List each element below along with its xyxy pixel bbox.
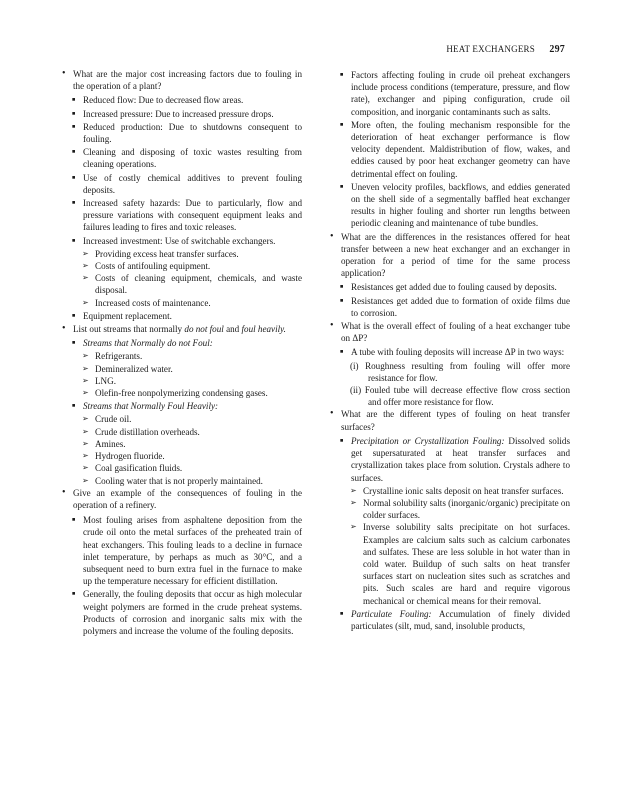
header-title: HEAT EXCHANGERS (446, 44, 535, 54)
list-item: ■ Reduced flow: Due to decreased flow areas. (62, 94, 302, 106)
numbered-item: (i) Roughness resulting from fouling will offer more resistance for flow. (350, 360, 570, 383)
question-3: • Give an example of the consequences of fouling in the operation of a refinery. (62, 487, 302, 511)
precipitation-text: Dissolved solids get supersaturated at heat transfer surfaces and crystallization takes place from solution. Crystals adhere to surfaces. (351, 435, 570, 483)
subheading-no-foul: ■ Streams that Normally do not Foul: (62, 337, 302, 349)
list-item: ■ Most fouling arises from asphaltene deposition from the crude oil onto the metal surfaces of the preheated train of heat exchangers. This fouling leads to a decline in furnace inlet temperature, by perhaps as much as 30°C, and a subsequent need to burn extra fuel in the furnace to make up the temperature necessary for efficient distillation. (62, 514, 302, 587)
sub-list-item: ➢ Refrigerants. (62, 350, 302, 362)
sub-list-item: ➢ Cooling water that is not properly maintained. (62, 475, 302, 487)
sub-list-item: ➢ Costs of cleaning equipment, chemicals, and waste disposal. (62, 272, 302, 296)
sub-list-item: ➢ LNG. (62, 375, 302, 387)
left-column (62, 68, 302, 638)
question-2-italic-1: do not foul (184, 324, 224, 335)
sub-list-item: ➢ Crude oil. (62, 413, 302, 425)
list-item: ■ Resistances get added due to fouling caused by deposits. (330, 281, 570, 293)
sub-list-item: ➢ Crude distillation overheads. (62, 426, 302, 438)
question-1: • What are the major cost increasing factors due to fouling in the operation of a plant? (62, 68, 302, 92)
list-item: ■ A tube with fouling deposits will increase ΔP in two ways: (330, 346, 570, 358)
numbered-item: (ii) Fouled tube will decrease effective flow cross section and offer more resistance for flow. (350, 385, 570, 408)
sub-list-item: ➢ Providing excess heat transfer surfaces. (62, 248, 302, 260)
list-item: ■ Increased investment: Use of switchable exchangers. (62, 235, 302, 247)
list-item: ■ Equipment replacement. (62, 310, 302, 322)
list-item: ■ Resistances get added due to formation of oxide films due to corrosion. (330, 295, 570, 319)
sub-list-item: ➢ Hydrogen fluoride. (62, 450, 302, 462)
list-item: ■ Cleaning and disposing of toxic wastes resulting from cleaning operations. (62, 146, 302, 170)
list-item: ■ More often, the fouling mechanism responsible for the deterioration of heat exchanger performance is flow velocity dependent. Maldistribution of flow, wakes, and eddies caused by poor heat exchanger geometry can have detrimental effect on fouling. (330, 119, 570, 180)
list-item: ■ Increased safety hazards: Due to particularly, flow and pressure variations with consequent equipment leaks and failures leading to fires and toxic releases. (62, 197, 302, 234)
list-item: ■ Increased pressure: Due to increased pressure drops. (62, 108, 302, 120)
question-2 (62, 323, 302, 335)
question-6: • What are the different types of fouling on heat transfer surfaces? (330, 408, 570, 432)
question-2-text: List out streams that normally (73, 324, 185, 335)
list-item: ■ Reduced production: Due to shutdowns consequent to fouling. (62, 121, 302, 145)
page-number: 297 (549, 44, 565, 55)
list-item: ■ Uneven velocity profiles, backflows, and eddies generated on the shell side of a segmentally baffled heat exchanger results in higher fouling and shorter run lengths between periodic cleaning and maintenance of tube bundles. (330, 181, 570, 230)
sub-list-item: ➢ Amines. (62, 438, 302, 450)
question-2-and: and (223, 324, 242, 335)
question-2-italic-2: foul heavily. (241, 324, 286, 335)
list-item (330, 435, 570, 484)
subheading-foul-heavily: ■ Streams that Normally Foul Heavily: (62, 400, 302, 412)
list-item (330, 608, 570, 632)
right-column (330, 68, 570, 633)
list-item: ■ Use of costly chemical additives to prevent fouling deposits. (62, 172, 302, 196)
sub-list-item: ➢ Increased costs of maintenance. (62, 297, 302, 309)
sub-list-item: ➢ Costs of antifouling equipment. (62, 260, 302, 272)
sub-list-item: ➢ Normal solubility salts (inorganic/organic) precipitate on colder surfaces. (330, 497, 570, 521)
list-item: ■ Factors affecting fouling in crude oil preheat exchangers include process conditions (temperature, pressure, and flow rate), exchanger and piping configuration, crude oil composition, and inorganic contaminants such as salts. (330, 69, 570, 118)
sub-list-item: ➢ Olefin-free nonpolymerizing condensing gases. (62, 387, 302, 399)
particulate-text: Accumulation of finely divided particulates (silt, mud, sand, insoluble products, (351, 608, 570, 631)
running-header (446, 44, 565, 55)
sub-list-item: ➢ Demineralized water. (62, 363, 302, 375)
list-item: ■ Generally, the fouling deposits that occur as high molecular weight polymers are formed in the crude preheat systems. Products of corrosion and inorganic salts mix with the polymers and increase the volume of the fouling deposits. (62, 588, 302, 637)
question-4: • What are the differences in the resistances offered for heat transfer between a new heat exchanger and an exchanger in operation for a period of time for the same process application? (330, 231, 570, 280)
sub-list-item: ➢ Coal gasification fluids. (62, 462, 302, 474)
sub-list-item: ➢ Inverse solubility salts precipitate on hot surfaces. Examples are calcium salts such as calcium carbonates and sulfates. These are less soluble in hot water than in cold water. Buildup of such salts on heat transfer surfaces start on nucleation sites such as scratches and pits. Such scales are hard and require vigorous mechanical or chemical means for their removal. (330, 521, 570, 606)
question-5: • What is the overall effect of fouling of a heat exchanger tube on ΔP? (330, 320, 570, 344)
precipitation-heading: Precipitation or Crystallization Fouling: (351, 435, 505, 446)
particulate-heading: Particulate Fouling: (351, 608, 432, 619)
sub-list-item: ➢ Crystalline ionic salts deposit on heat transfer surfaces. (330, 485, 570, 497)
